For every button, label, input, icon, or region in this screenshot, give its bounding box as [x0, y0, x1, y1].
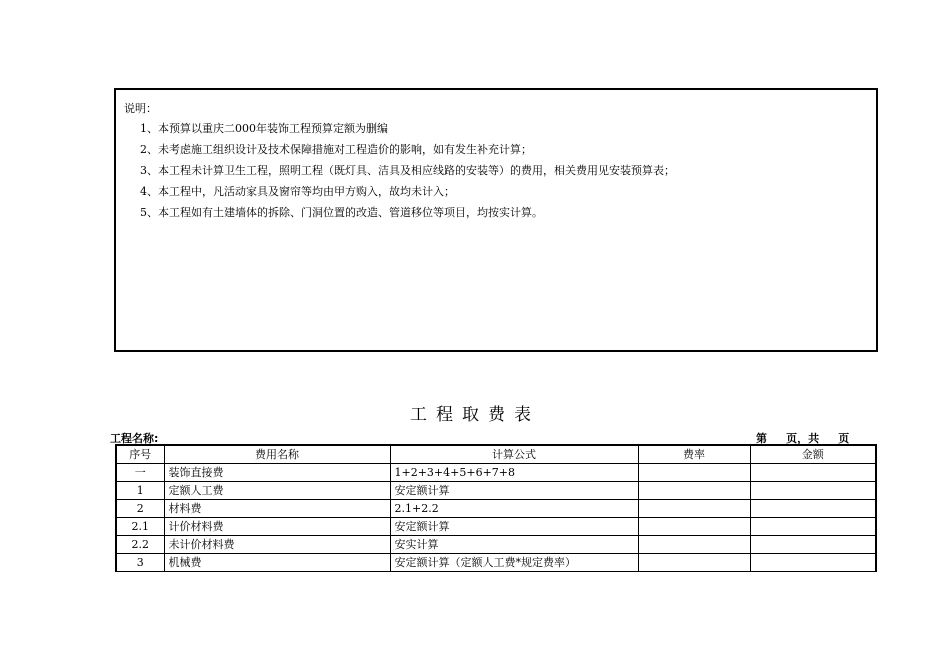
- cell-formula: 安定额计算: [390, 481, 638, 499]
- cell-formula: 1+2+3+4+5+6+7+8: [390, 463, 638, 481]
- cell-no: 3: [116, 553, 164, 571]
- note-item: 4、本工程中，凡活动家具及窗帘等均由甲方购入，故均未计入；: [140, 185, 455, 198]
- note-item: 1、本预算以重庆二000年装饰工程预算定额为删编: [140, 122, 388, 135]
- cell-amount: [750, 499, 876, 517]
- cell-no: 一: [116, 463, 164, 481]
- cell-rate: [638, 499, 750, 517]
- cell-formula: 安定额计算（定额人工费*规定费率）: [390, 553, 638, 571]
- cell-rate: [638, 517, 750, 535]
- cell-name: 计价材料费: [164, 517, 390, 535]
- header-name: 费用名称: [164, 445, 390, 463]
- notes-box: [114, 88, 878, 352]
- cell-formula: 安实计算: [390, 535, 638, 553]
- table-row: [116, 481, 876, 499]
- note-item: 3、本工程未计算卫生工程，照明工程（既灯具、洁具及相应线路的安装等）的费用，相关费用见安装预算表；: [140, 164, 675, 177]
- notes-title: 说明：: [124, 102, 157, 115]
- cell-rate: [638, 535, 750, 553]
- cell-rate: [638, 481, 750, 499]
- note-item: 2、未考虑施工组织设计及技术保障措施对工程造价的影响，如有发生补充计算；: [140, 143, 532, 156]
- cell-name: 装饰直接费: [164, 463, 390, 481]
- table-row: [116, 463, 876, 481]
- cell-name: 机械费: [164, 553, 390, 571]
- cell-name: 定额人工费: [164, 481, 390, 499]
- table-header-row: [116, 445, 876, 463]
- project-name-label: 工程名称:: [110, 432, 159, 445]
- fee-table: [115, 444, 877, 572]
- header-no: 序号: [116, 445, 164, 463]
- table-row: [116, 553, 876, 571]
- cell-formula: 2.1+2.2: [390, 499, 638, 517]
- cell-name: 未计价材料费: [164, 535, 390, 553]
- table-title: 工程取费表: [410, 405, 540, 425]
- cell-rate: [638, 553, 750, 571]
- header-rate: 费率: [638, 445, 750, 463]
- table-row: [116, 517, 876, 535]
- cell-no: 2.2: [116, 535, 164, 553]
- cell-no: 1: [116, 481, 164, 499]
- header-formula: 计算公式: [390, 445, 638, 463]
- header-amount: 金额: [750, 445, 876, 463]
- cell-name: 材料费: [164, 499, 390, 517]
- cell-rate: [638, 463, 750, 481]
- table-row: [116, 499, 876, 517]
- note-item: 5、本工程如有土建墙体的拆除、门洞位置的改造、管道移位等项目，均按实计算。: [140, 206, 543, 219]
- cell-amount: [750, 463, 876, 481]
- cell-amount: [750, 553, 876, 571]
- cell-no: 2: [116, 499, 164, 517]
- table-row: [116, 535, 876, 553]
- cell-amount: [750, 535, 876, 553]
- cell-formula: 安定额计算: [390, 517, 638, 535]
- cell-no: 2.1: [116, 517, 164, 535]
- cell-amount: [750, 517, 876, 535]
- page-info: 第 页，共 页: [756, 432, 850, 445]
- cell-amount: [750, 481, 876, 499]
